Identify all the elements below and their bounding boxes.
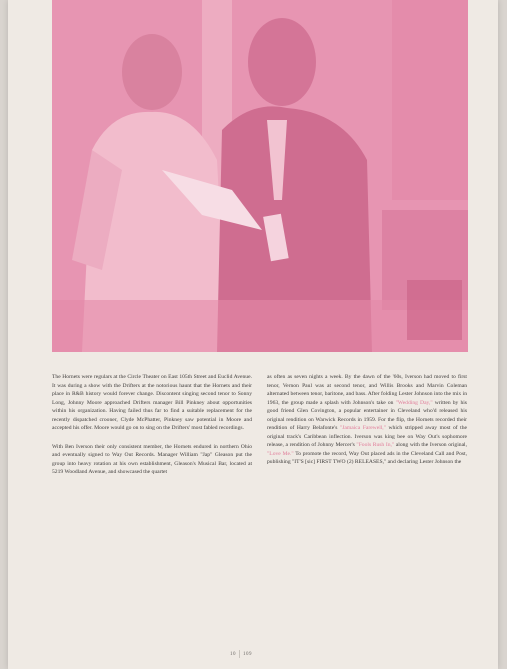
- song-title: "Wedding Day,": [395, 399, 433, 406]
- paragraph: [267, 373, 467, 467]
- page-footer: [230, 650, 252, 658]
- paragraph: With Ben Iverson their only consistent member, the Hornets endured in northern Ohio and eventually signed to Way Out Records. Manager William "Jap" Gleason put the group into heavy rotation at his own establishment, Gleason's Musical Bar, located at 5219 Woodland Avenue, and showcased the quartet: [52, 443, 252, 476]
- right-text-column: [267, 373, 467, 477]
- page-number-left: 10: [230, 652, 236, 658]
- song-title: "Love Me.": [267, 450, 294, 457]
- footer-divider: [239, 650, 240, 658]
- text-run: which stripped away most of the original track's Caribbean inflection. Iverson was king bee on Way Out's sophomore release, a rendition of Johnny Mercer's: [267, 425, 467, 449]
- archival-photo: [52, 0, 468, 352]
- document-page: [8, 0, 498, 669]
- paragraph: The Hornets were regulars at the Circle Theater on East 105th Street and Euclid Avenue. It was during a show with the Drifters at the notorious haunt that the Hornets and their place in R&B history would forever change. Discontent singing second tenor to Sonny Long, Johnny Moore approached Drifters manager Bill Pinkney about opportunities within his organization. Having failed thus far to find a suitable replacement for the recently dispatched crooner, Clyde McPhatter, Pinkney saw potential in Moore and accepted his offer. Moore would go on to sing on the Drifters' most fabled recordings.: [52, 374, 252, 432]
- left-text-column: [52, 373, 252, 487]
- song-title: "Jamaica Farewell,": [339, 425, 386, 432]
- photo-illustration: [52, 0, 468, 352]
- text-run: To promote the record, Way Out placed ads in the Cleveland Call and Post, publishing "IT'S [sic] FIRST TWO (2) RELEASES," and declaring Lester Johnson the: [267, 450, 467, 466]
- text-run: as often as seven nights a week. By the dawn of the '60s, Iverson had moved to first tenor, Vernon Paul was at second tenor, and Willis Brooks and Marvin Coleman alternated between tenor, baritone, and bass. After folding Lester Johnson into the mix in 1963, the group made a splash with Johnson's take on: [267, 374, 467, 406]
- text-run: written by his good friend Glen Covington, a popular entertainer in Cleveland who'd released his original rendition on Warwick Records in 1959. For the flip, the Hornets recorded their rendition of Harry Belafonte's: [267, 399, 467, 432]
- page-number-right: 109: [243, 652, 252, 658]
- song-title: "Fools Rush In,": [356, 442, 395, 449]
- text-run: along with the Iverson original,: [394, 442, 467, 449]
